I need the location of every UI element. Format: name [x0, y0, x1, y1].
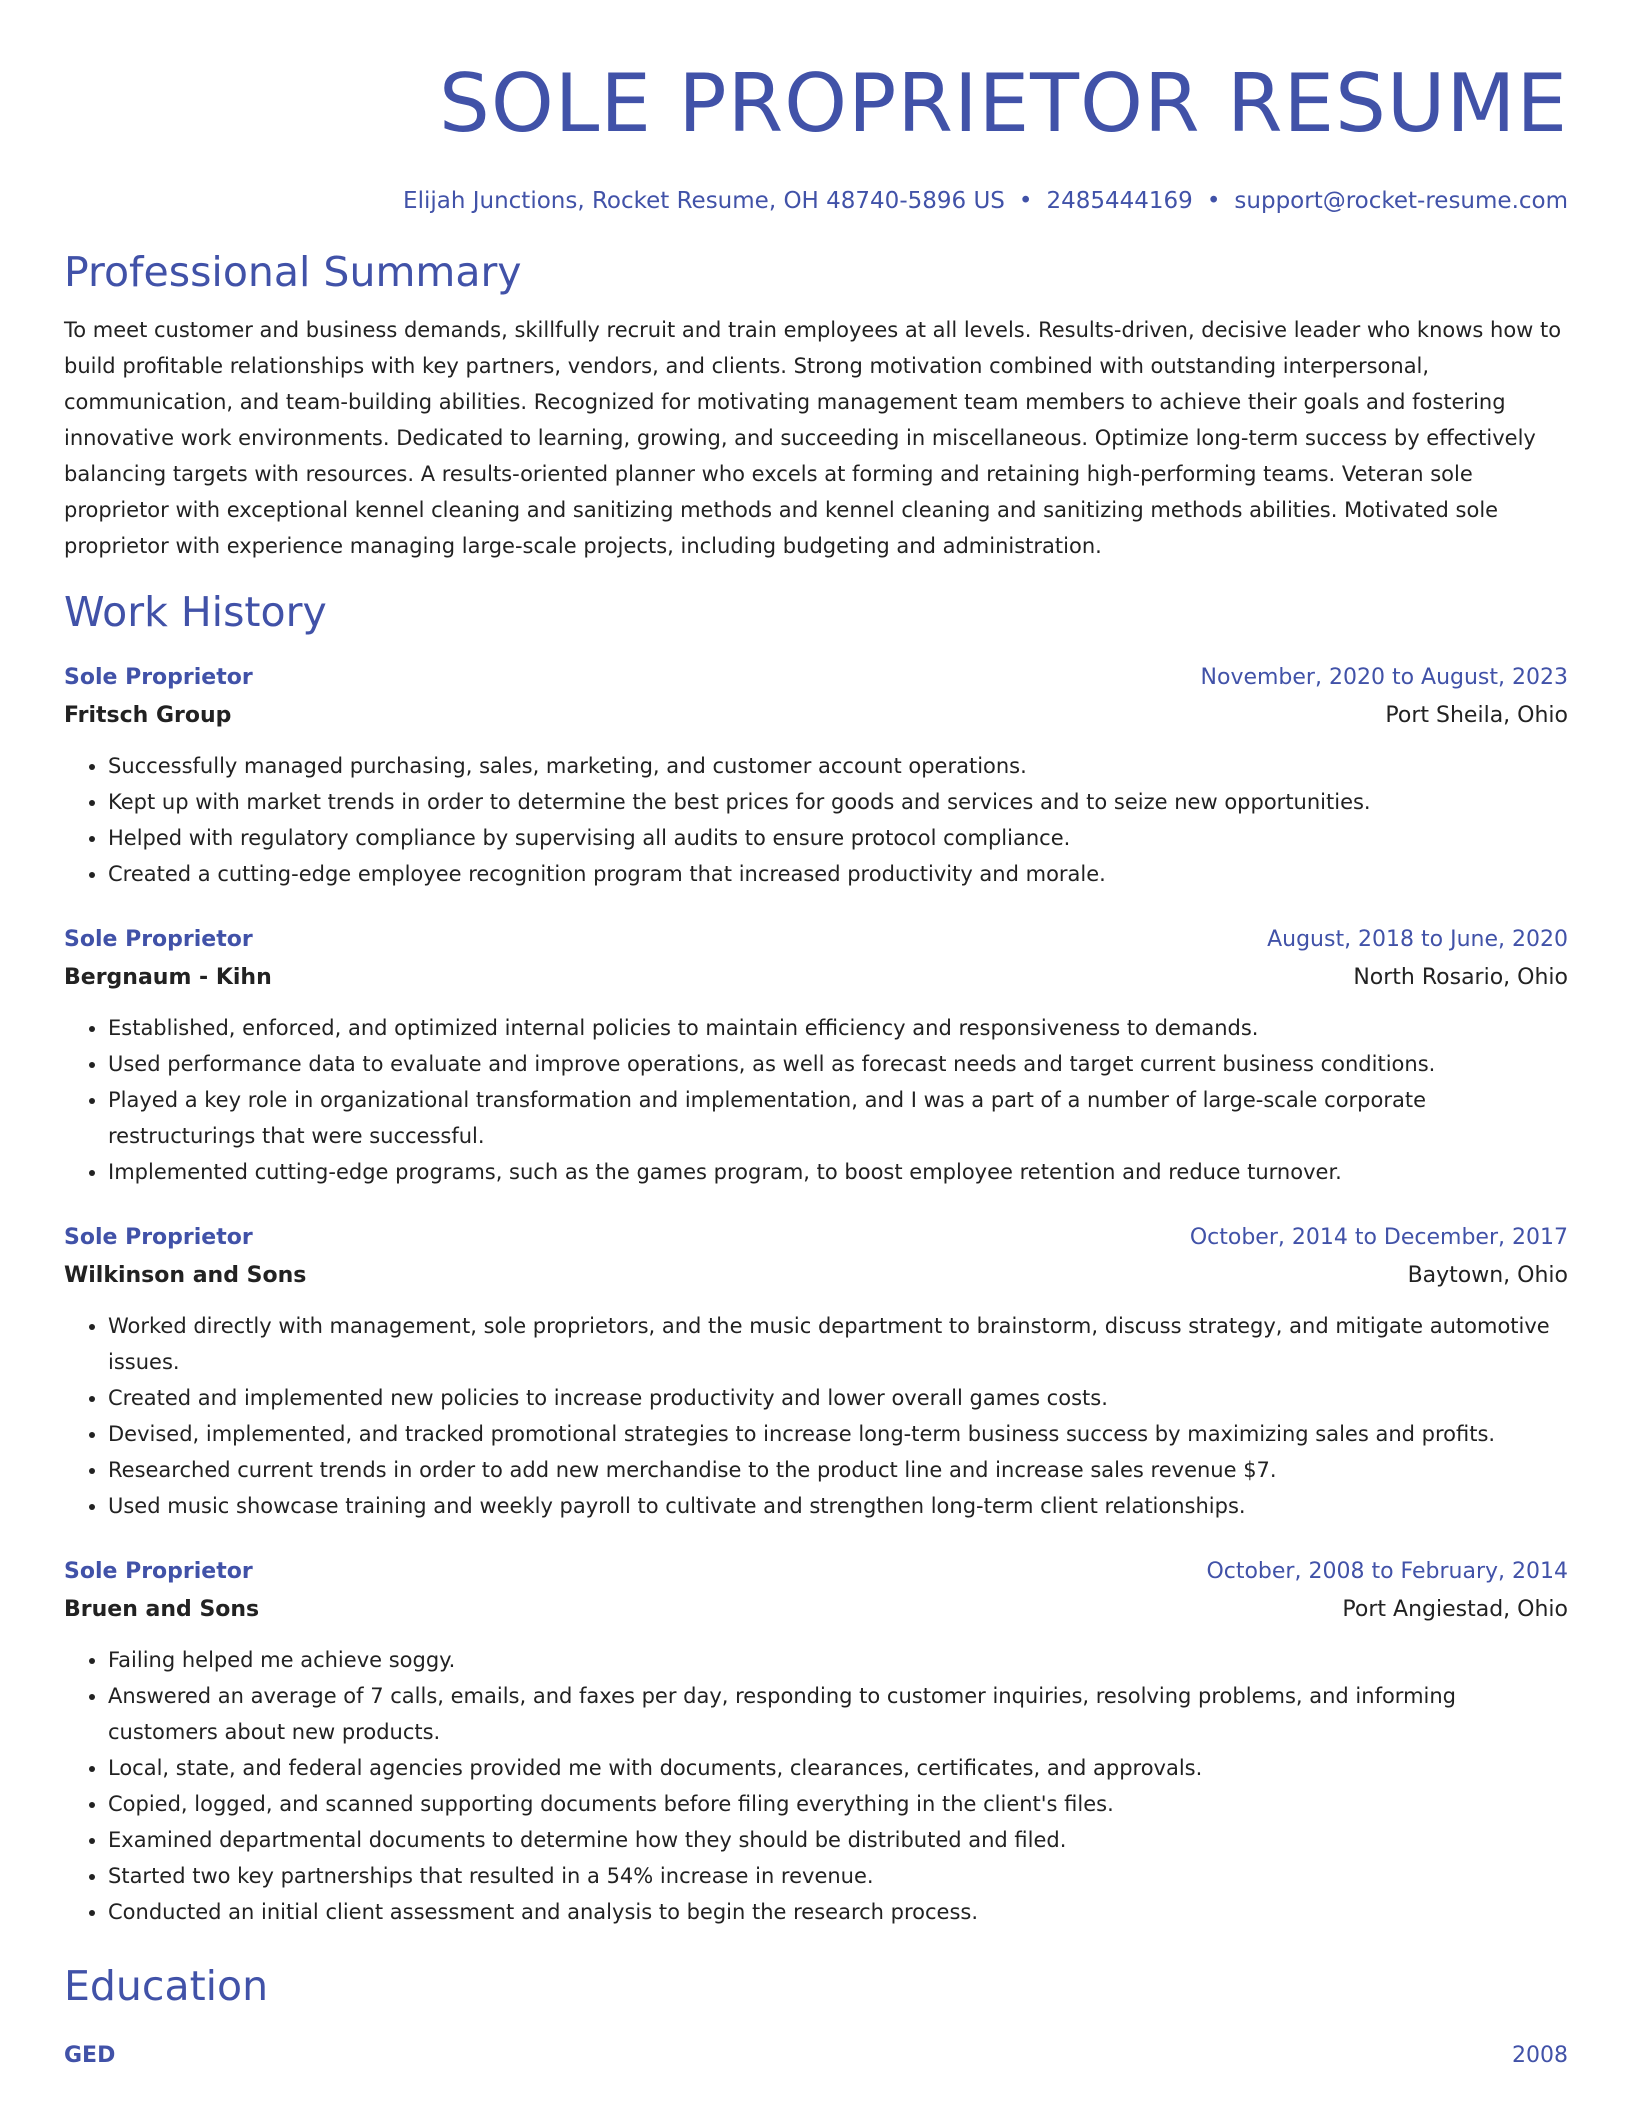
job-entry [64, 1554, 1568, 1930]
education-entry [64, 2038, 1568, 2074]
job-bullet: • Used performance data to evaluate and improve operations, as well as forecast needs and target current business conditions. [108, 1046, 1568, 1082]
job-bullet: • Created and implemented new policies to increase productivity and lower overall games costs. [108, 1380, 1568, 1416]
job-entry [64, 1220, 1568, 1524]
contact-address: Elijah Junctions, Rocket Resume, OH 48740-5896 US [403, 188, 1005, 214]
job-entry [64, 660, 1568, 892]
job-company: Fritsch Group [64, 703, 232, 728]
job-bullet: • Successfully managed purchasing, sales, marketing, and customer account operations. [108, 748, 1568, 784]
job-location: Baytown, Ohio [1407, 1263, 1568, 1288]
contact-email: support@rocket-resume.com [1234, 188, 1568, 214]
contact-line [64, 186, 1568, 216]
job-title: Sole Proprietor [64, 1559, 253, 1584]
job-bullet: • Used music showcase training and weekly payroll to cultivate and strengthen long-term client relationships. [108, 1488, 1568, 1524]
job-bullet: • Devised, implemented, and tracked promotional strategies to increase long-term business success by maximizing sales and profits. [108, 1416, 1568, 1452]
job-bullet: • Examined departmental documents to determine how they should be distributed and filed. [108, 1822, 1568, 1858]
job-bullet-list [64, 748, 1568, 892]
education-heading: Education [64, 1962, 269, 2010]
job-bullet: • Answered an average of 7 calls, emails, and faxes per day, responding to customer inquiries, resolving problems, and informing customers about new products. [108, 1678, 1568, 1750]
job-company: Bergnaum - Kihn [64, 965, 272, 990]
job-company: Bruen and Sons [64, 1597, 260, 1622]
job-location: North Rosario, Ohio [1353, 965, 1568, 990]
job-bullet: • Created a cutting-edge employee recognition program that increased productivity and morale. [108, 856, 1568, 892]
education-degree: GED [64, 2043, 116, 2068]
job-location: Port Angiestad, Ohio [1342, 1597, 1568, 1622]
work-history-heading: Work History [64, 588, 327, 636]
contact-phone: 2485444169 [1046, 188, 1193, 214]
job-title: Sole Proprietor [64, 665, 253, 690]
job-company: Wilkinson and Sons [64, 1263, 307, 1288]
job-dates: October, 2008 to February, 2014 [1206, 1559, 1568, 1584]
job-bullet-list [64, 1308, 1568, 1524]
job-bullet: • Implemented cutting-edge programs, such as the games program, to boost employee retention and reduce turnover. [108, 1154, 1568, 1190]
summary-heading: Professional Summary [64, 248, 522, 296]
job-dates: November, 2020 to August, 2023 [1200, 665, 1568, 690]
job-bullet: • Local, state, and federal agencies provided me with documents, clearances, certificates, and approvals. [108, 1750, 1568, 1786]
job-bullet-list [64, 1010, 1568, 1190]
job-bullet: • Established, enforced, and optimized internal policies to maintain efficiency and responsiveness to demands. [108, 1010, 1568, 1046]
job-bullet: • Failing helped me achieve soggy. [108, 1642, 1568, 1678]
job-bullet: • Conducted an initial client assessment and analysis to begin the research process. [108, 1894, 1568, 1930]
job-bullet: • Researched current trends in order to add new merchandise to the product line and increase sales revenue $7. [108, 1452, 1568, 1488]
education-year: 2008 [1512, 2043, 1568, 2068]
job-bullet: • Kept up with market trends in order to determine the best prices for goods and services and to seize new opportunities. [108, 784, 1568, 820]
job-dates: August, 2018 to June, 2020 [1267, 927, 1568, 952]
job-bullet: • Played a key role in organizational transformation and implementation, and I was a part of a number of large-scale corporate restructurings that were successful. [108, 1082, 1568, 1154]
job-bullet: • Helped with regulatory compliance by supervising all audits to ensure protocol compliance. [108, 820, 1568, 856]
job-bullet: • Copied, logged, and scanned supporting documents before filing everything in the client's files. [108, 1786, 1568, 1822]
job-title: Sole Proprietor [64, 927, 253, 952]
job-entry [64, 922, 1568, 1190]
job-bullet: • Started two key partnerships that resulted in a 54% increase in revenue. [108, 1858, 1568, 1894]
job-bullet: • Worked directly with management, sole proprietors, and the music department to brainstorm, discuss strategy, and mitigate automotive issues. [108, 1308, 1568, 1380]
summary-text: To meet customer and business demands, skillfully recruit and train employees at all levels. Results-driven, decisive leader who knows how to build profitable relationships with key partners, vendors, and clients. Strong motivation combined with outstanding interpersonal, communication, and team-building abilities. Recognized for motivating management team members to achieve their goals and fostering innovative work environments. Dedicated to learning, growing, and succeeding in miscellaneous. Optimize long-term success by effectively balancing targets with resources. A results-oriented planner who excels at forming and retaining high-performing teams. Veteran sole proprietor with exceptional kennel cleaning and sanitizing methods and kennel cleaning and sanitizing methods abilities. Motivated sole proprietor with experience managing large-scale projects, including budgeting and administration. [64, 318, 1562, 558]
contact-separator: • [1018, 188, 1033, 214]
job-bullet-list [64, 1642, 1568, 1930]
job-location: Port Sheila, Ohio [1385, 703, 1568, 728]
contact-separator: • [1206, 188, 1221, 214]
resume-title: SOLE PROPRIETOR RESUME [439, 57, 1568, 150]
job-title: Sole Proprietor [64, 1225, 253, 1250]
job-dates: October, 2014 to December, 2017 [1189, 1225, 1568, 1250]
